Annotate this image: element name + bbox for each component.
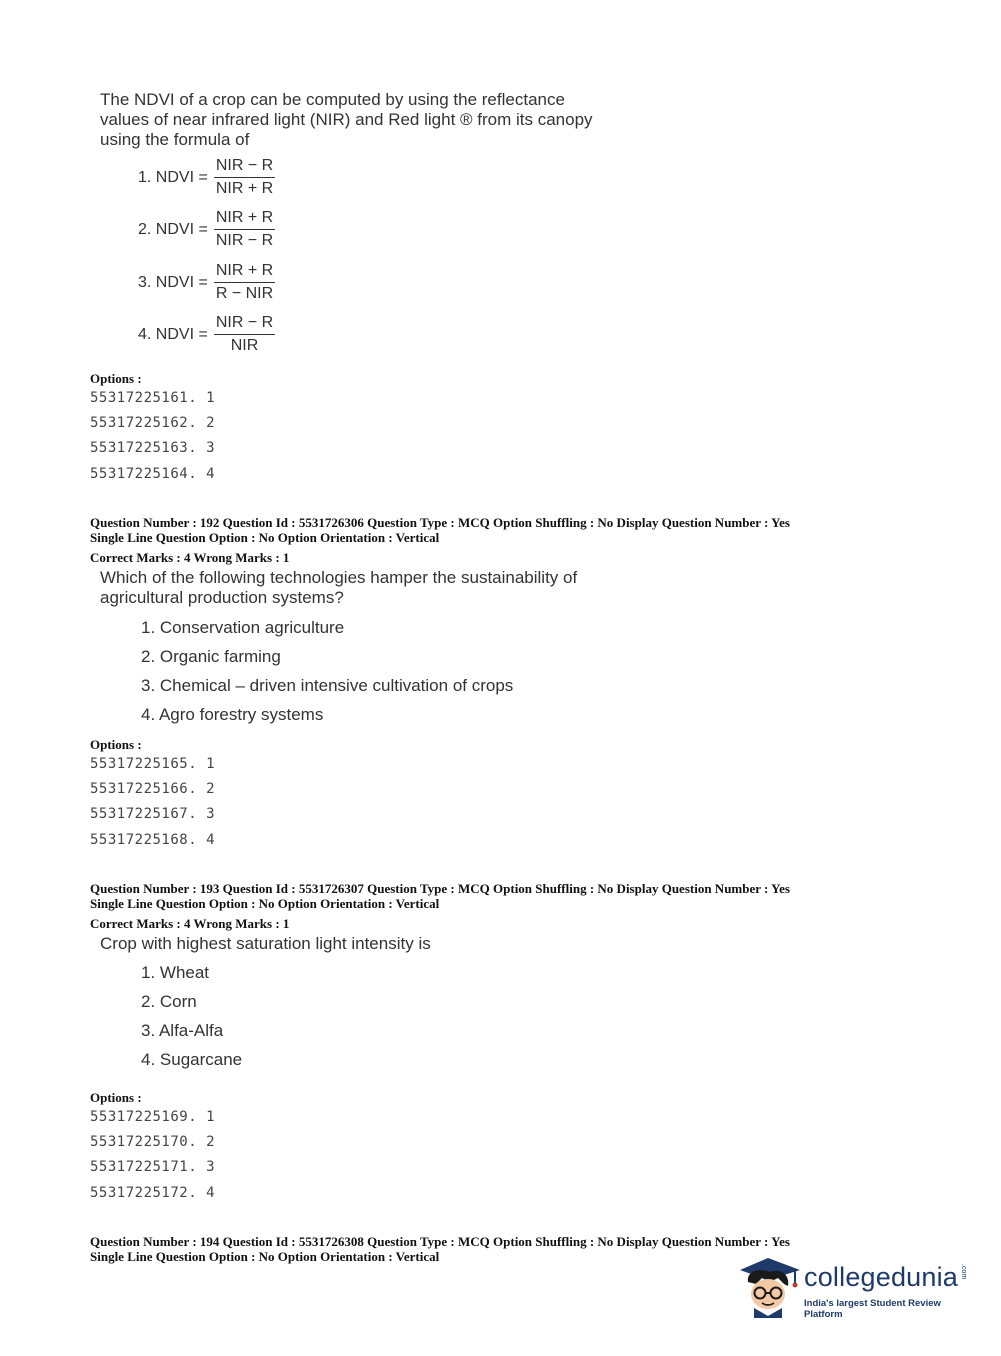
formula-option-3 — [138, 261, 275, 304]
stem-line: Which of the following technologies hamper the sustainability of — [100, 568, 578, 587]
denominator: NIR + R — [215, 180, 274, 197]
option-code: 55317225172. 4 — [90, 1185, 216, 1201]
fraction — [214, 313, 275, 356]
logo-tagline: India's largest Student Review Platform — [804, 1298, 941, 1320]
meta-line: Single Line Question Option : No Option Orientation : Vertical — [90, 530, 440, 545]
question-193-meta — [90, 881, 790, 911]
options-label: Options : — [90, 371, 142, 386]
question-193-stem — [100, 934, 431, 954]
formula-lhs: 2. NDVI = — [138, 220, 208, 238]
denominator: NIR − R — [215, 232, 274, 249]
stem-line: using the formula of — [100, 130, 250, 149]
option-code: 55317225166. 2 — [90, 781, 216, 797]
student-mascot-icon — [738, 1256, 802, 1318]
denominator: NIR — [230, 337, 259, 354]
meta-line: Single Line Question Option : No Option Orientation : Vertical — [90, 896, 440, 911]
option-code: 55317225165. 1 — [90, 756, 216, 772]
option-code: 55317225164. 4 — [90, 466, 216, 482]
meta-line: Question Number : 192 Question Id : 5531726306 Question Type : MCQ Option Shuffling : No Display Question Number : Yes — [90, 515, 790, 530]
option-code: 55317225171. 3 — [90, 1159, 216, 1175]
fraction — [214, 156, 275, 199]
stem-line: values of near infrared light (NIR) and Red light ® from its canopy — [100, 110, 593, 129]
question-191-stem — [100, 90, 593, 150]
logo-com: .com — [960, 1264, 967, 1280]
option-code: 55317225169. 1 — [90, 1109, 216, 1125]
question-192-meta — [90, 515, 790, 545]
marks-line: Correct Marks : 4 Wrong Marks : 1 — [90, 916, 290, 931]
stem-line: agricultural production systems? — [100, 588, 344, 607]
stem-line: Crop with highest saturation light intensity is — [100, 934, 431, 953]
formula-lhs: 4. NDVI = — [138, 325, 208, 343]
formula-lhs: 1. NDVI = — [138, 168, 208, 186]
numerator: NIR + R — [214, 261, 275, 283]
choice-item: 4. Agro forestry systems — [141, 705, 324, 724]
option-code: 55317225168. 4 — [90, 832, 216, 848]
choice-item: 3. Alfa-Alfa — [141, 1021, 224, 1040]
options-label: Options : — [90, 1090, 142, 1105]
fraction — [214, 208, 275, 251]
numerator: NIR − R — [214, 313, 275, 335]
question-194-meta — [90, 1234, 790, 1264]
formula-option-1 — [138, 156, 275, 199]
denominator: R − NIR — [215, 285, 274, 302]
option-code: 55317225170. 2 — [90, 1134, 216, 1150]
formula-option-2 — [138, 208, 275, 251]
collegedunia-logo — [738, 1252, 978, 1324]
question-192-stem — [100, 568, 577, 608]
marks-line: Correct Marks : 4 Wrong Marks : 1 — [90, 550, 290, 565]
choice-item: 1. Wheat — [141, 963, 210, 982]
numerator: NIR − R — [214, 156, 275, 178]
formula-option-4 — [138, 313, 275, 356]
meta-line: Question Number : 194 Question Id : 5531726308 Question Type : MCQ Option Shuffling : No Display Question Number : Yes — [90, 1234, 790, 1249]
meta-line: Question Number : 193 Question Id : 5531726307 Question Type : MCQ Option Shuffling : No Display Question Number : Yes — [90, 881, 790, 896]
option-code: 55317225161. 1 — [90, 390, 216, 406]
stem-line: The NDVI of a crop can be computed by using the reflectance — [100, 90, 565, 109]
option-code: 55317225162. 2 — [90, 415, 216, 431]
choice-item: 2. Organic farming — [141, 647, 281, 666]
option-code: 55317225163. 3 — [90, 440, 216, 456]
numerator: NIR + R — [214, 208, 275, 230]
choice-item: 4. Sugarcane — [141, 1050, 243, 1069]
fraction — [214, 261, 275, 304]
option-code: 55317225167. 3 — [90, 806, 216, 822]
formula-lhs: 3. NDVI = — [138, 273, 208, 291]
choice-item: 3. Chemical – driven intensive cultivation of crops — [141, 676, 514, 695]
choice-item: 1. Conservation agriculture — [141, 618, 345, 637]
options-label: Options : — [90, 737, 142, 752]
choice-item: 2. Corn — [141, 992, 197, 1011]
meta-line: Single Line Question Option : No Option Orientation : Vertical — [90, 1249, 440, 1264]
logo-wordmark: collegedunia — [804, 1262, 959, 1292]
